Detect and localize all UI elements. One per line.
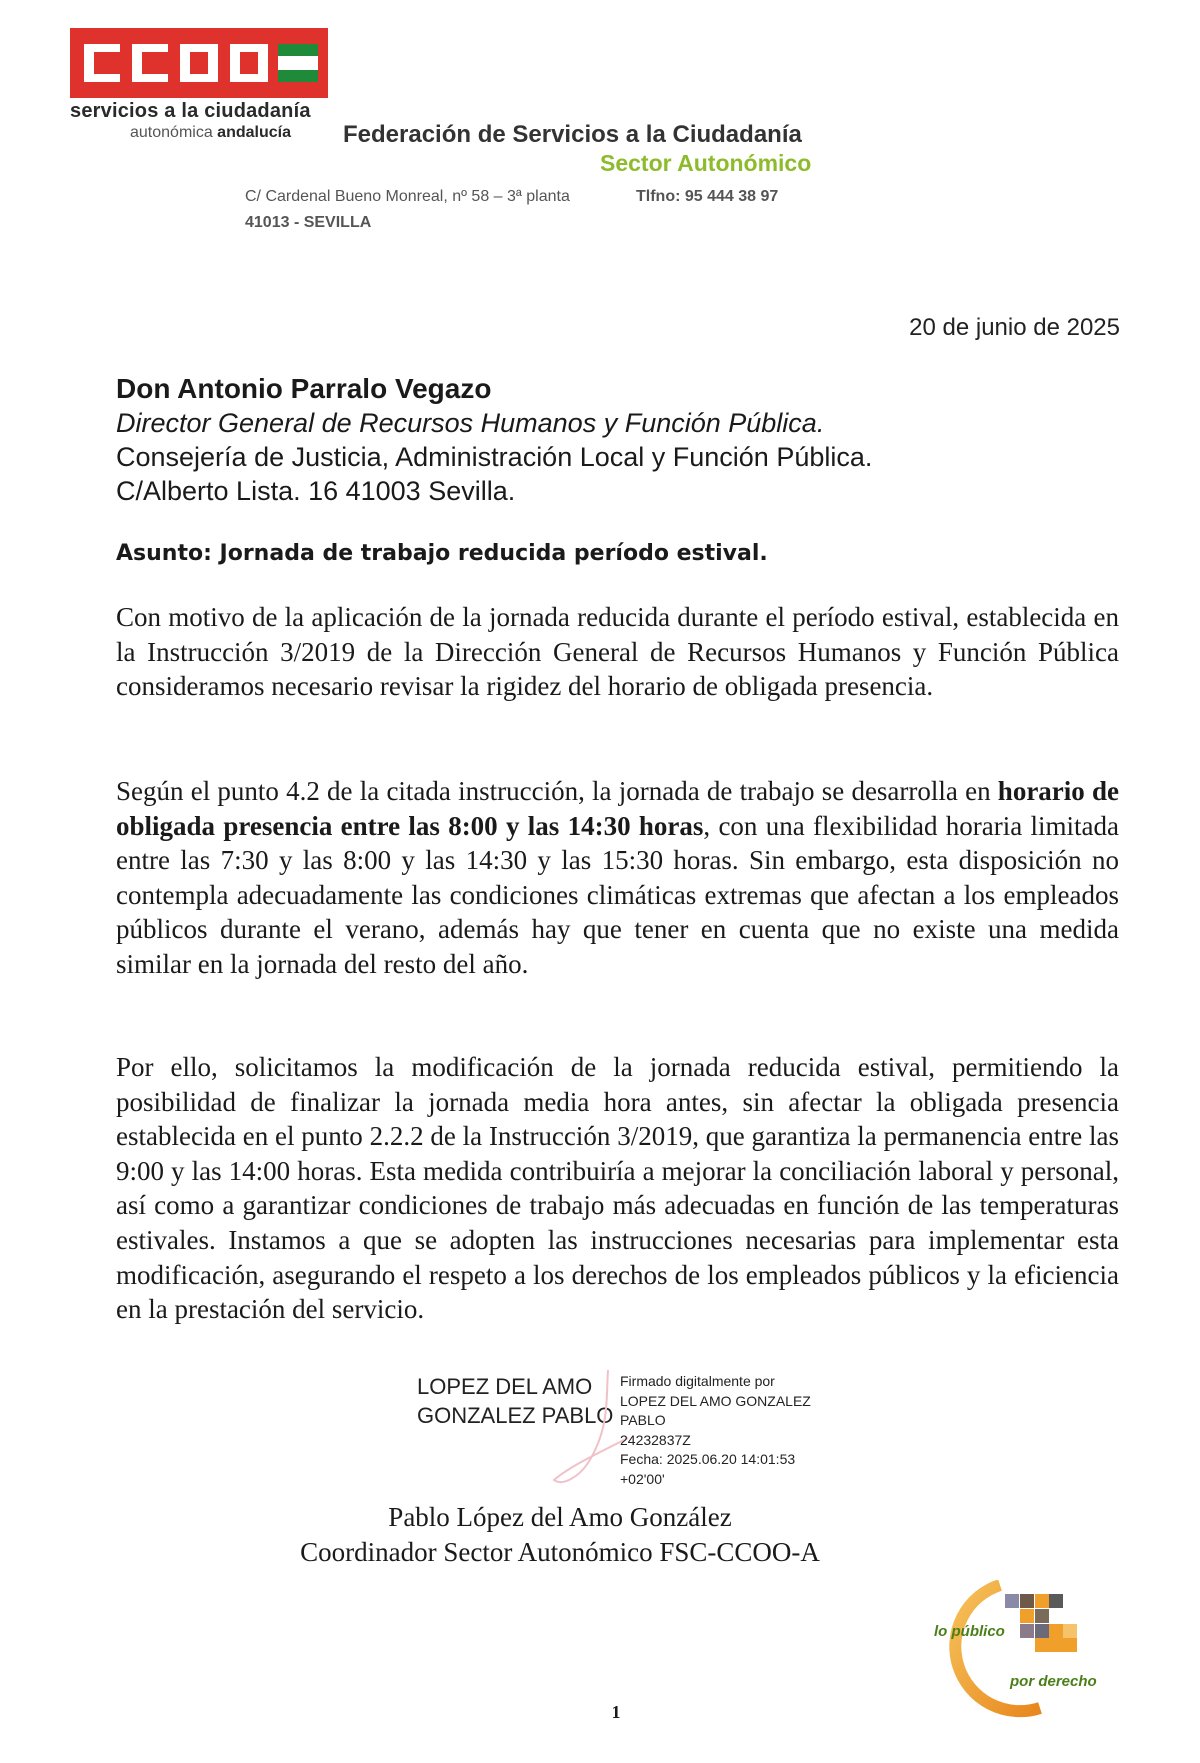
sector-name: Sector Autonómico <box>600 150 812 176</box>
letter-date: 20 de junio de 2025 <box>909 314 1120 341</box>
signer-name: Pablo López del Amo González <box>388 1502 732 1532</box>
sig-detail-4: 24232837Z <box>620 1431 691 1448</box>
letter-subject: Asunto: Jornada de trabajo reducida período estival. <box>116 541 768 566</box>
page-number: 1 <box>611 1702 621 1722</box>
federation-name: Federación de Servicios a la Ciudadanía <box>343 121 802 148</box>
addressee-address: C/Alberto Lista. 16 41003 Sevilla. <box>116 476 516 506</box>
addressee-block <box>116 372 872 508</box>
sig-name-line2: GONZALEZ PABLO <box>417 1403 614 1428</box>
org-address: C/ Cardenal Bueno Monreal, nº 58 – 3ª planta <box>245 188 570 205</box>
lo-publico-text: lo público <box>934 1623 1005 1640</box>
signer-title: Coordinador Sector Autonómico FSC-CCOO-A <box>300 1537 820 1567</box>
sig-detail-5: Fecha: 2025.06.20 14:01:53 <box>620 1451 796 1467</box>
org-region-b: andalucía <box>217 124 291 141</box>
org-region-a: autonómica <box>130 124 213 141</box>
org-phone: Tlfno: 95 444 38 97 <box>636 188 779 205</box>
p2-text-bold: horario de obligada presencia entre las 8:00 y las 14:30 horas <box>116 776 1119 841</box>
p2-text-a: Según el punto 4.2 de la citada instrucción, la jornada de trabajo se desarrolla en <box>116 776 998 806</box>
signer-block <box>0 1500 1120 1570</box>
body-paragraph-3: Por ello, solicitamos la modificación de la jornada reducida estival, permitiendo la posibilidad de finalizar la jornada media hora antes, sin afectar la obligada presencia establecida en el punto 2.2.2 de la Instrucción 3/2019, que garantiza la permanencia entre las 9:00 y las 14:00 horas. Esta medida contribuiría a mejorar la conciliación laboral y personal, así como a garantizar condiciones de trabajo más adecuadas en función de las temperaturas estivales. Instamos a que se adopten las instrucciones necesarias para implementar esta modificación, asegurando el respeto a los derechos de los empleados públicos y la eficiencia en la prestación del servicio. <box>116 1052 1119 1325</box>
sig-detail-3: PABLO <box>620 1412 666 1428</box>
org-name: servicios a la ciudadanía <box>70 100 311 122</box>
por-derecho-text: por derecho <box>1010 1673 1097 1690</box>
org-city: 41013 - SEVILLA <box>245 214 372 231</box>
ccoo-logo <box>70 28 328 98</box>
digital-signature-details <box>620 1372 811 1489</box>
body-paragraph-1: Con motivo de la aplicación de la jornada reducida durante el período estival, establecida en la Instrucción 3/2019 de la Dirección General de Recursos Humanos y Función Pública consideramos necesario revisar la rigidez del horario de obligada presencia. <box>116 602 1119 702</box>
org-region <box>130 124 291 142</box>
addressee-role: Director General de Recursos Humanos y Función Pública. <box>116 408 825 438</box>
sig-detail-6: +02'00' <box>620 1470 665 1487</box>
sig-detail-2: LOPEZ DEL AMO GONZALEZ <box>620 1392 811 1409</box>
sig-detail-1: Firmado digitalmente por <box>620 1373 775 1389</box>
body-paragraph-2 <box>116 774 1119 982</box>
sig-name-line1: LOPEZ DEL AMO <box>417 1374 593 1399</box>
logo-text: CCOO <box>197 94 201 95</box>
addressee-department: Consejería de Justicia, Administración Local y Función Pública. <box>116 442 873 472</box>
addressee-name: Don Antonio Parralo Vegazo <box>116 373 492 404</box>
p2-text-b: , con una flexibilidad horaria limitada entre las 7:30 y las 8:00 y las 14:30 y las 15:30 horas. Sin embargo, esta disposición no contempla adecuadamente las condiciones climáticas extremas que afectan a los empleados públicos durante el verano, además hay que tener en cuenta que no existe una medida similar en la jornada del resto del año. <box>116 810 1119 979</box>
